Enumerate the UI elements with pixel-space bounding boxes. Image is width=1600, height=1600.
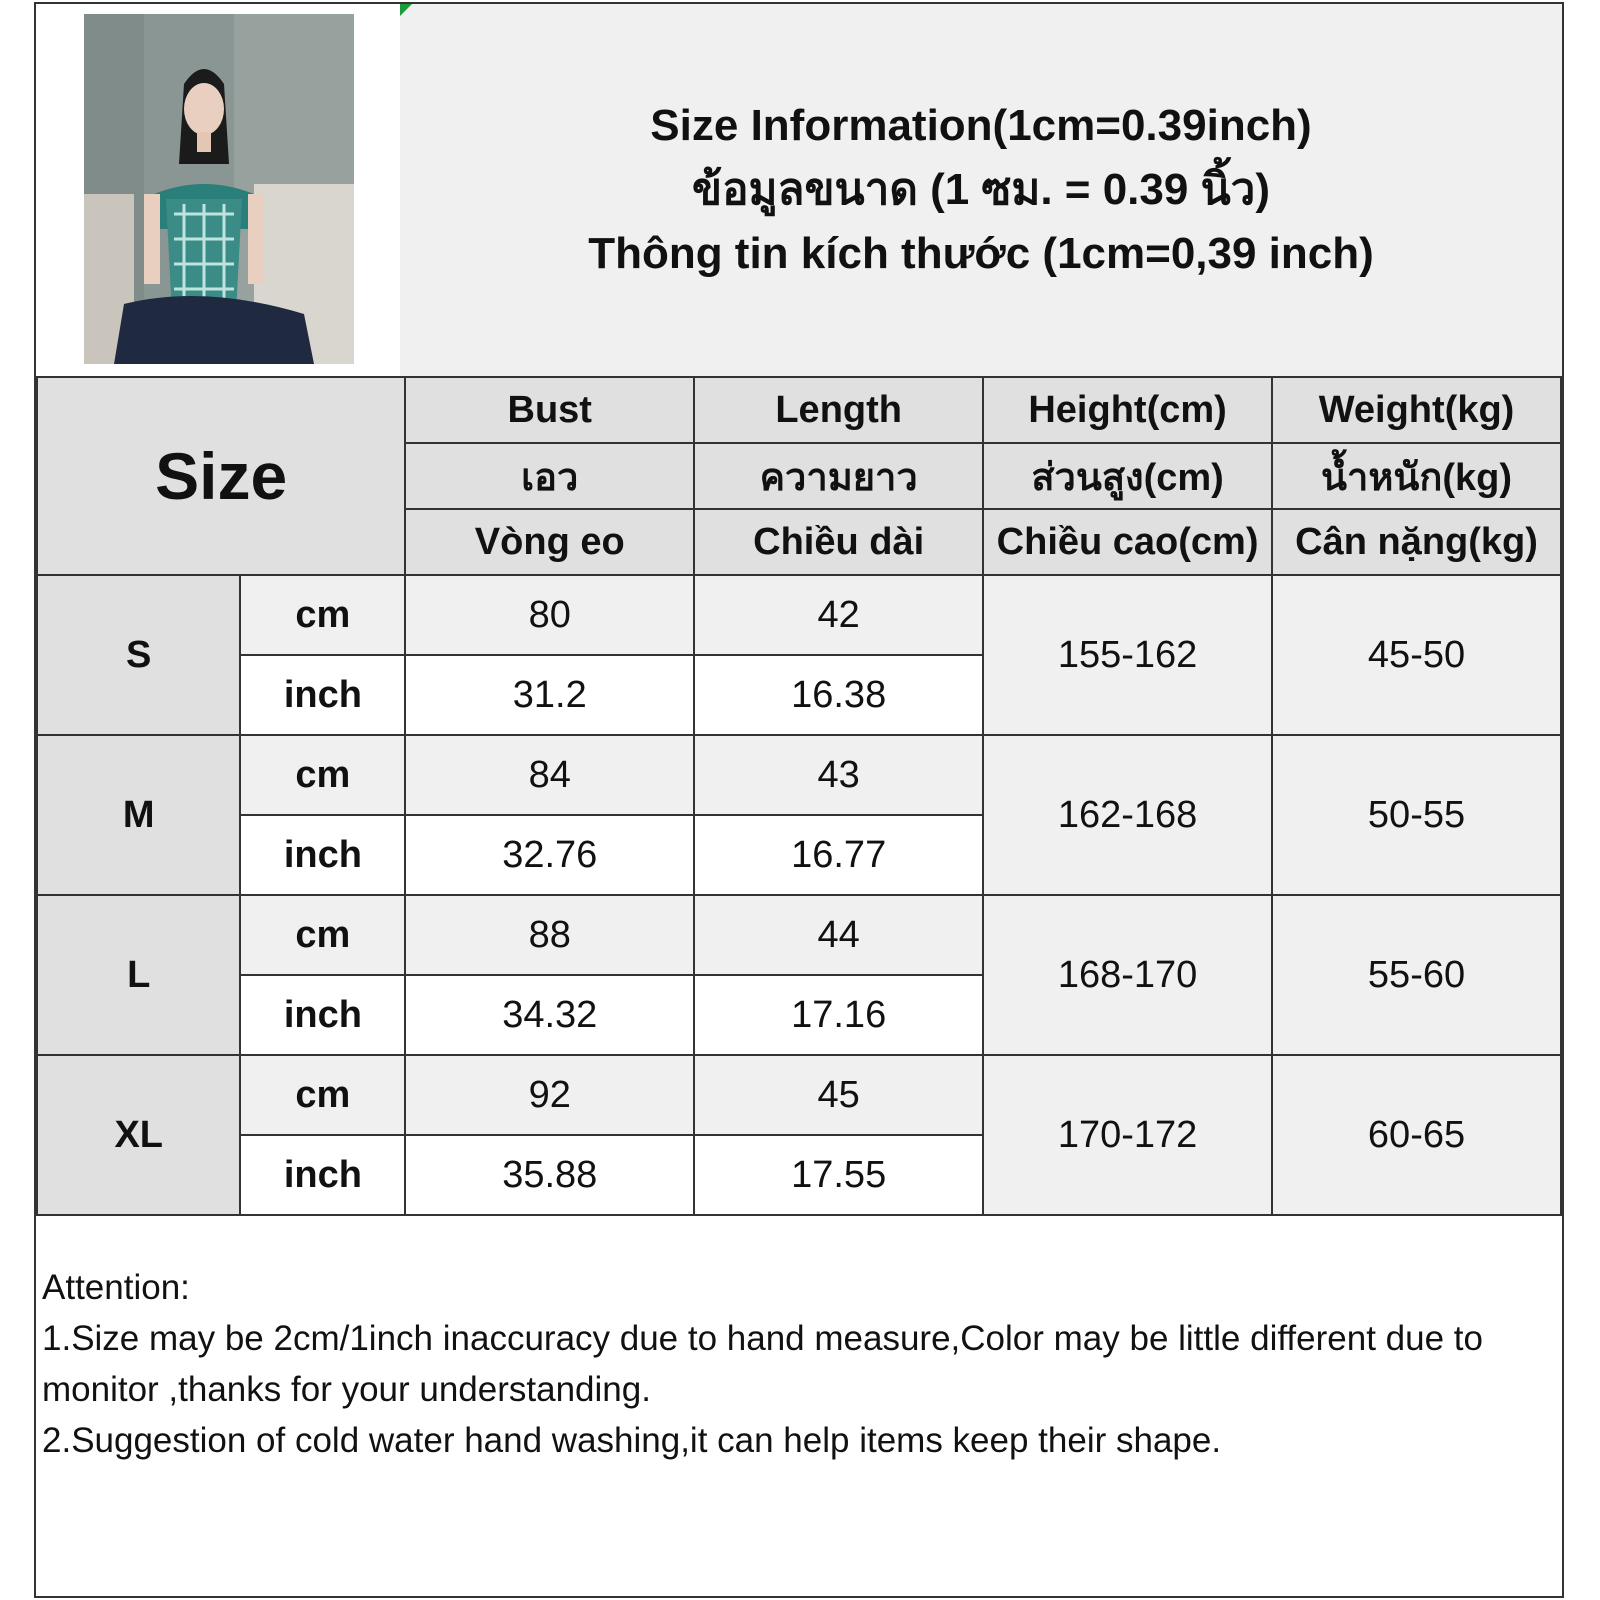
bust-inch-value: 34.32 xyxy=(405,975,694,1055)
attention-heading: Attention: xyxy=(42,1268,190,1307)
attention-notes xyxy=(42,1262,1552,1466)
attention-item-2: 2.Suggestion of cold water hand washing,it can help items keep their shape. xyxy=(42,1421,1222,1460)
cell-corner-marker xyxy=(400,4,412,16)
unit-inch: inch xyxy=(240,655,405,735)
height-range: 155-162 xyxy=(983,575,1272,735)
length-cm-value: 44 xyxy=(694,895,983,975)
size-label: M xyxy=(37,735,240,895)
weight-header-vi: Cân nặng(kg) xyxy=(1272,509,1561,575)
weight-header-th: น้ำหนัก(kg) xyxy=(1272,443,1561,509)
size-label: L xyxy=(37,895,240,1055)
length-cm-value: 42 xyxy=(694,575,983,655)
size-chart-sheet xyxy=(34,2,1564,1598)
unit-cm: cm xyxy=(240,735,405,815)
bust-header-vi: Vòng eo xyxy=(405,509,694,575)
table-row xyxy=(37,1055,1561,1135)
unit-cm: cm xyxy=(240,1055,405,1135)
header-row-english xyxy=(37,377,1561,443)
bust-cm-value: 84 xyxy=(405,735,694,815)
weight-range: 55-60 xyxy=(1272,895,1561,1055)
weight-header-en: Weight(kg) xyxy=(1272,377,1561,443)
unit-inch: inch xyxy=(240,975,405,1055)
bust-header-th: เอว xyxy=(405,443,694,509)
product-photo-cell xyxy=(36,4,402,376)
table-row xyxy=(37,735,1561,815)
title-thai: ข้อมูลขนาด (1 ซม. = 0.39 นิ้ว) xyxy=(691,165,1270,214)
length-cm-value: 45 xyxy=(694,1055,983,1135)
bust-cm-value: 88 xyxy=(405,895,694,975)
title-english: Size Information(1cm=0.39inch) xyxy=(650,101,1312,150)
size-column-header: Size xyxy=(37,377,405,575)
height-range: 162-168 xyxy=(983,735,1272,895)
title-cell xyxy=(400,4,1562,376)
bust-inch-value: 31.2 xyxy=(405,655,694,735)
product-photo xyxy=(84,14,354,364)
length-inch-value: 17.55 xyxy=(694,1135,983,1215)
length-inch-value: 17.16 xyxy=(694,975,983,1055)
table-row xyxy=(37,895,1561,975)
length-inch-value: 16.77 xyxy=(694,815,983,895)
bust-inch-value: 35.88 xyxy=(405,1135,694,1215)
length-header-vi: Chiều dài xyxy=(694,509,983,575)
size-label: XL xyxy=(37,1055,240,1215)
size-table xyxy=(36,376,1562,1216)
length-header-en: Length xyxy=(694,377,983,443)
height-header-en: Height(cm) xyxy=(983,377,1272,443)
unit-cm: cm xyxy=(240,575,405,655)
height-header-vi: Chiều cao(cm) xyxy=(983,509,1272,575)
unit-cm: cm xyxy=(240,895,405,975)
size-label: S xyxy=(37,575,240,735)
bust-header-en: Bust xyxy=(405,377,694,443)
unit-inch: inch xyxy=(240,815,405,895)
height-range: 170-172 xyxy=(983,1055,1272,1215)
bust-cm-value: 80 xyxy=(405,575,694,655)
length-cm-value: 43 xyxy=(694,735,983,815)
weight-range: 45-50 xyxy=(1272,575,1561,735)
height-header-th: ส่วนสูง(cm) xyxy=(983,443,1272,509)
weight-range: 60-65 xyxy=(1272,1055,1561,1215)
length-header-th: ความยาว xyxy=(694,443,983,509)
bust-cm-value: 92 xyxy=(405,1055,694,1135)
bust-inch-value: 32.76 xyxy=(405,815,694,895)
unit-inch: inch xyxy=(240,1135,405,1215)
length-inch-value: 16.38 xyxy=(694,655,983,735)
title-vietnamese: Thông tin kích thước (1cm=0,39 inch) xyxy=(588,229,1374,278)
weight-range: 50-55 xyxy=(1272,735,1561,895)
table-row xyxy=(37,575,1561,655)
attention-item-1: 1.Size may be 2cm/1inch inaccuracy due to hand measure,Color may be little different due to monitor ,thanks for your understanding. xyxy=(42,1319,1483,1409)
height-range: 168-170 xyxy=(983,895,1272,1055)
